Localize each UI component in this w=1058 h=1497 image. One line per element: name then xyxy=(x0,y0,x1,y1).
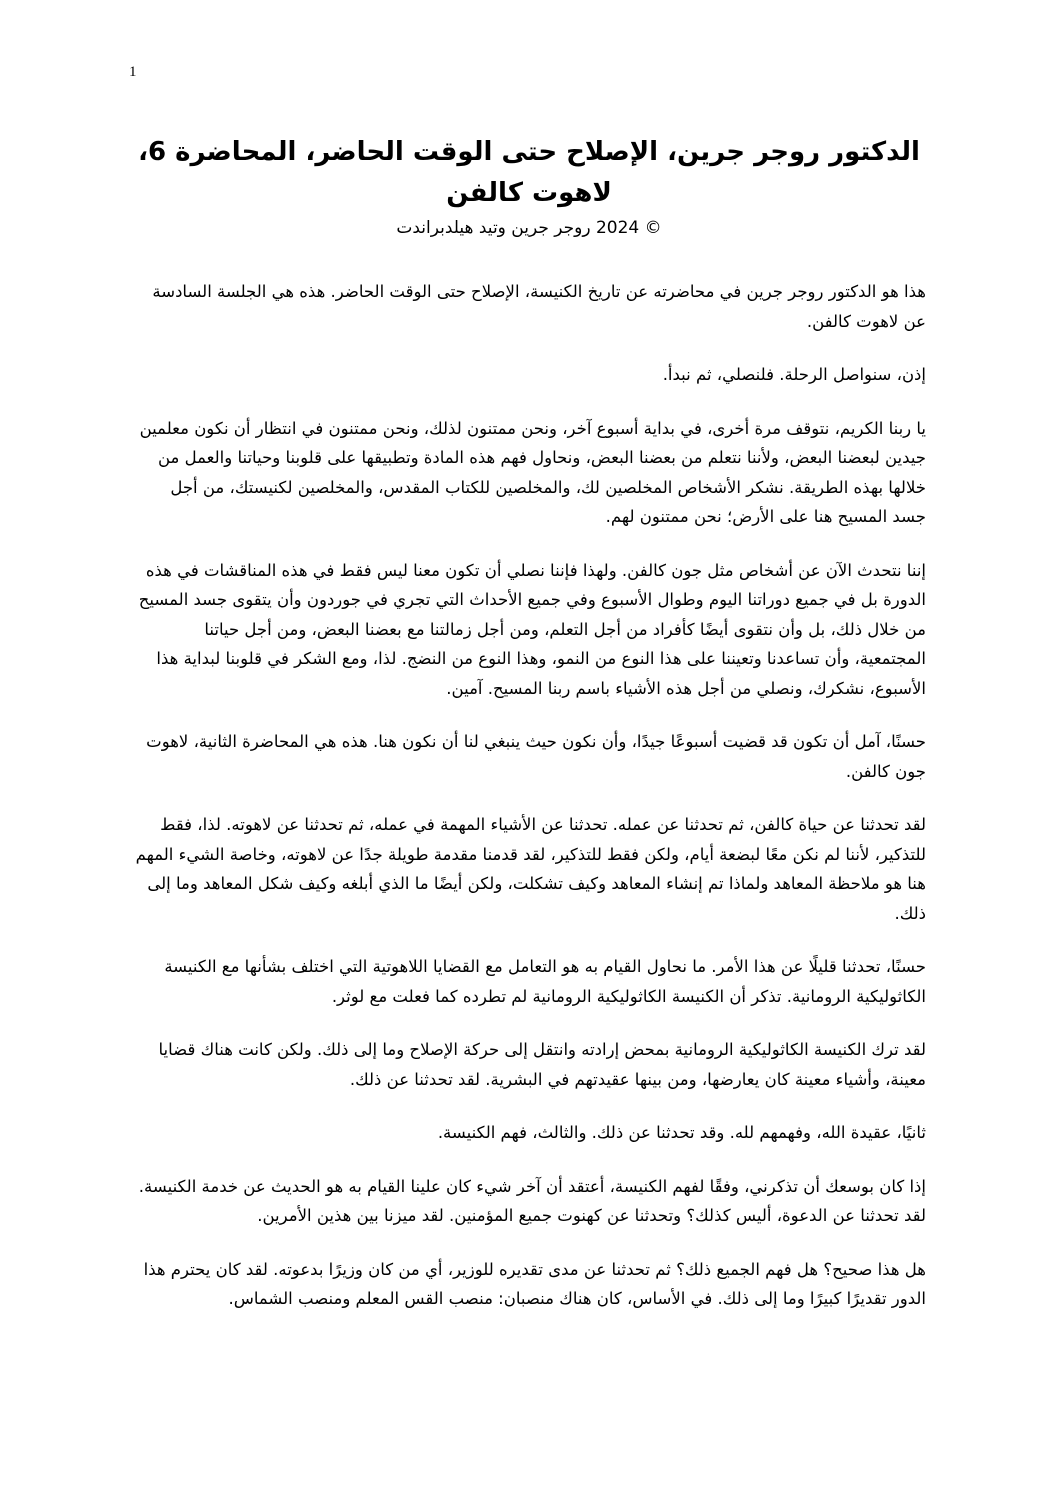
paragraph-left-church: لقد ترك الكنيسة الكاثوليكية الرومانية بمحض إرادته وانتقل إلى حركة الإصلاح وما إلى ذلك. ولكن كانت هناك قضايا معينة، وأشياء معينة كان يعارضها، ومن بينها عقيدتهم في البشرية. لقد تحدثنا عن ذلك. xyxy=(158,1040,926,1089)
paragraph-intro: هذا هو الدكتور روجر جرين في محاضرته عن تاريخ الكنيسة، الإصلاح حتى الوقت الحاضر. هذه هي الجلسة السادسة عن لاهوت كالفن. xyxy=(152,282,926,331)
copyright-line: © 2024 روجر جرين وتيد هيلدبراندت xyxy=(396,218,662,238)
paragraph-review: لقد تحدثنا عن حياة كالفن، ثم تحدثنا عن عمله. تحدثنا عن الأشياء المهمة في عمله، ثم تحدثنا عن لاهوته. لذا، فقط للتذكير، لأننا لم نكن معًا لبضعة أيام، ولكن فقط للتذكير، لقد قدمنا مقدمة طويلة جدًا عن لاهوته، وخاصة الشيء المهم هنا هو ملاحظة المعاهد ولماذا تم إنشاء المعاهد وكيف تشكلت، ولكن أيضًا ما الذي أبلغه وكيف شكل المعاهد وما إلى ذلك. xyxy=(135,815,926,923)
paragraph-prayer-1: يا ربنا الكريم، نتوقف مرة أخرى، في بداية أسبوع آخر، ونحن ممتنون لذلك، ونحن ممتنون في انتظار أن نكون معلمين جيدين لبعضنا البعض، ولأننا نتعلم من بعضنا البعض، ونحاول فهم هذه المادة وتطبيقها على قلوبنا وحياتنا والعمل من خلالها بهذه الطريقة. نشكر الأشخاص المخلصين لك، والمخلصين للكتاب المقدس، والمخلصين لكنيستك، من أجل جسد المسيح هنا على الأرض؛ نحن ممتنون لهم. xyxy=(139,418,926,526)
document-title: الدكتور روجر جرين، الإصلاح حتى الوقت الحاضر، المحاضرة 6، لاهوت كالفن xyxy=(138,137,920,208)
paragraph-ministry: إذا كان بوسعك أن تذكرني، وفقًا لفهم الكنيسة، أعتقد أن آخر شيء كان علينا القيام به هو الحديث عن خدمة الكنيسة. لقد تحدثنا عن الدعوة، أليس كذلك؟ وتحدثنا عن كهنوت جميع المؤمنين. لقد ميزنا بين هذين الأمرين. xyxy=(138,1176,926,1225)
paragraph-offices: هل هذا صحيح؟ هل فهم الجميع ذلك؟ ثم تحدثنا عن مدى تقديره للوزير، أي من كان وزيرًا بدعوته. لقد كان يحترم هذا الدور تقديرًا كبيرًا وما إلى ذلك. في الأساس، كان هناك منصبان: منصب القس المعلم ومنصب الشماس. xyxy=(143,1259,926,1308)
paragraph-prayer-start: إذن، سنواصل الرحلة. فلنصلي، ثم نبدأ. xyxy=(662,365,926,384)
paragraph-lecture-two: حسنًا، آمل أن تكون قد قضيت أسبوعًا جيدًا، وأن نكون حيث ينبغي لنا أن نكون هنا. هذه هي المحاضرة الثانية، لاهوت جون كالفن. xyxy=(146,732,926,781)
page-number: 1 xyxy=(129,64,137,80)
document-header xyxy=(130,132,928,240)
document-body xyxy=(132,277,926,1338)
paragraph-doctrine-god: ثانيًا، عقيدة الله، وفهمهم لله. وقد تحدثنا عن ذلك. والثالث، فهم الكنيسة. xyxy=(437,1123,926,1142)
paragraph-prayer-2: إننا نتحدث الآن عن أشخاص مثل جون كالفن. ولهذا فإننا نصلي أن تكون معنا ليس فقط في هذه المناقشات في هذه الدورة بل في جميع دوراتنا اليوم وطوال الأسبوع وفي جميع الأحداث التي تجري في جوردون وأن يتقوى جسد المسيح من خلال ذلك، بل وأن نتقوى أيضًا كأفراد من أجل التعلم، ومن أجل زمالتنا مع بعضنا البعض، ومن أجل حياتنا المجتمعية، وأن تساعدنا وتعيننا على هذا النوع من النمو، وهذا النوع من النضج. لذا، ومع الشكر في قلوبنا لبداية هذا الأسبوع، نشكرك، ونصلي من أجل هذه الأشياء باسم ربنا المسيح. آمين. xyxy=(138,560,926,698)
paragraph-catholic-issues: حسنًا، تحدثنا قليلًا عن هذا الأمر. ما نحاول القيام به هو التعامل مع القضايا اللاهوتية التي اختلف بشأنها مع الكنيسة الكاثوليكية الرومانية. تذكر أن الكنيسة الكاثوليكية الرومانية لم تطرده كما فعلت مع لوثر. xyxy=(164,957,926,1006)
